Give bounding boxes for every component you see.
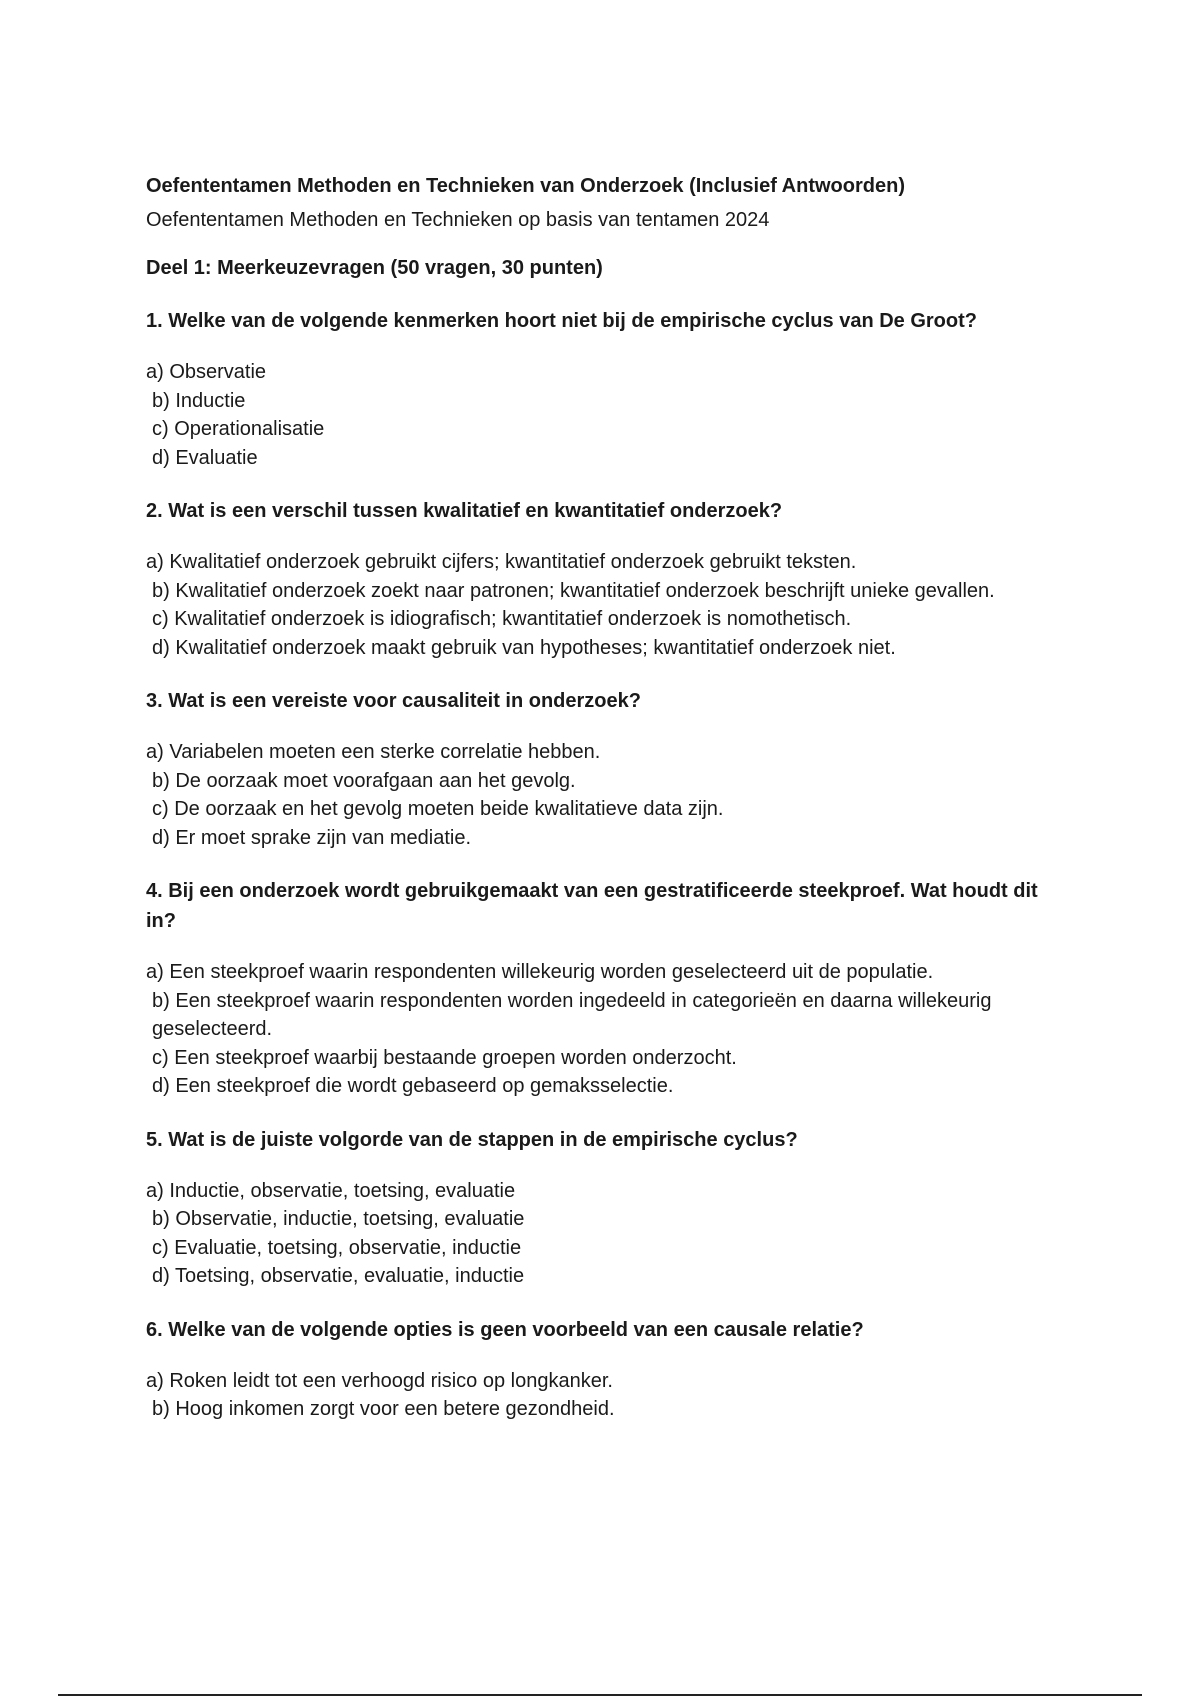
option-d: d) Evaluatie	[152, 446, 258, 469]
document-page	[146, 172, 1046, 1424]
question-text: 6. Welke van de volgende opties is geen voorbeeld van een causale relatie?	[146, 1318, 864, 1341]
option-list	[146, 1177, 1046, 1291]
option-c: c) Kwalitatief onderzoek is idiografisch; kwantitatief onderzoek is nomothetisch.	[152, 608, 852, 630]
question-text: 2. Wat is een verschil tussen kwalitatief en kwantitatief onderzoek?	[146, 500, 783, 522]
question-1	[146, 306, 1046, 472]
option-b: b) Hoog inkomen zorgt voor een betere gezondheid.	[152, 1398, 615, 1420]
option-list	[146, 548, 1046, 662]
question-6	[146, 1315, 1046, 1424]
option-b: b) Een steekproef waarin respondenten worden ingedeeld in categorieën en daarna willekeurig geselecteerd.	[152, 989, 992, 1040]
option-list	[146, 1367, 1046, 1424]
option-a: a) Inductie, observatie, toetsing, evaluatie	[146, 1179, 516, 1202]
question-4	[146, 876, 1046, 1101]
option-a: a) Observatie	[146, 361, 267, 383]
question-text: 4. Bij een onderzoek wordt gebruikgemaakt van een gestratificeerde steekproef. Wat houdt dit in?	[146, 880, 1038, 932]
question-text: 3. Wat is een vereiste voor causaliteit in onderzoek?	[146, 690, 641, 712]
option-b: b) Observatie, inductie, toetsing, evaluatie	[152, 1208, 525, 1230]
section-heading: Deel 1: Meerkeuzevragen (50 vragen, 30 punten)	[146, 257, 603, 279]
option-list	[146, 738, 1046, 852]
option-c: c) De oorzaak en het gevolg moeten beide kwalitatieve data zijn.	[152, 798, 724, 820]
option-list	[146, 958, 1046, 1101]
document-subtitle: Oefententamen Methoden en Technieken op basis van tentamen 2024	[146, 209, 770, 231]
option-a: a) Een steekproef waarin respondenten willekeurig worden geselecteerd uit de populatie.	[146, 961, 934, 983]
option-list	[146, 358, 1046, 472]
page-bottom-rule	[58, 1694, 1142, 1696]
option-d: d) Er moet sprake zijn van mediatie.	[152, 826, 472, 849]
question-3	[146, 686, 1046, 852]
option-d: d) Een steekproef die wordt gebaseerd op gemaksselectie.	[152, 1075, 674, 1097]
option-a: a) Roken leidt tot een verhoogd risico op longkanker.	[146, 1369, 613, 1392]
option-d: d) Kwalitatief onderzoek maakt gebruik van hypotheses; kwantitatief onderzoek niet.	[152, 636, 896, 659]
question-5	[146, 1125, 1046, 1291]
option-b: b) Inductie	[152, 389, 246, 412]
document-title: Oefententamen Methoden en Technieken van Onderzoek (Inclusief Antwoorden)	[146, 175, 905, 197]
option-c: c) Evaluatie, toetsing, observatie, inductie	[152, 1236, 522, 1259]
question-2	[146, 496, 1046, 662]
option-d: d) Toetsing, observatie, evaluatie, inductie	[152, 1265, 525, 1287]
option-a: a) Kwalitatief onderzoek gebruikt cijfers; kwantitatief onderzoek gebruikt teksten.	[146, 551, 857, 573]
option-b: b) Kwalitatief onderzoek zoekt naar patronen; kwantitatief onderzoek beschrijft unieke gevallen.	[152, 579, 995, 602]
question-text: 5. Wat is de juiste volgorde van de stappen in de empirische cyclus?	[146, 1128, 798, 1151]
option-c: c) Operationalisatie	[152, 418, 325, 440]
option-c: c) Een steekproef waarbij bestaande groepen worden onderzocht.	[152, 1046, 737, 1069]
question-text: 1. Welke van de volgende kenmerken hoort niet bij de empirische cyclus van De Groot?	[146, 310, 977, 332]
option-a: a) Variabelen moeten een sterke correlatie hebben.	[146, 741, 601, 763]
option-b: b) De oorzaak moet voorafgaan aan het gevolg.	[152, 769, 576, 792]
